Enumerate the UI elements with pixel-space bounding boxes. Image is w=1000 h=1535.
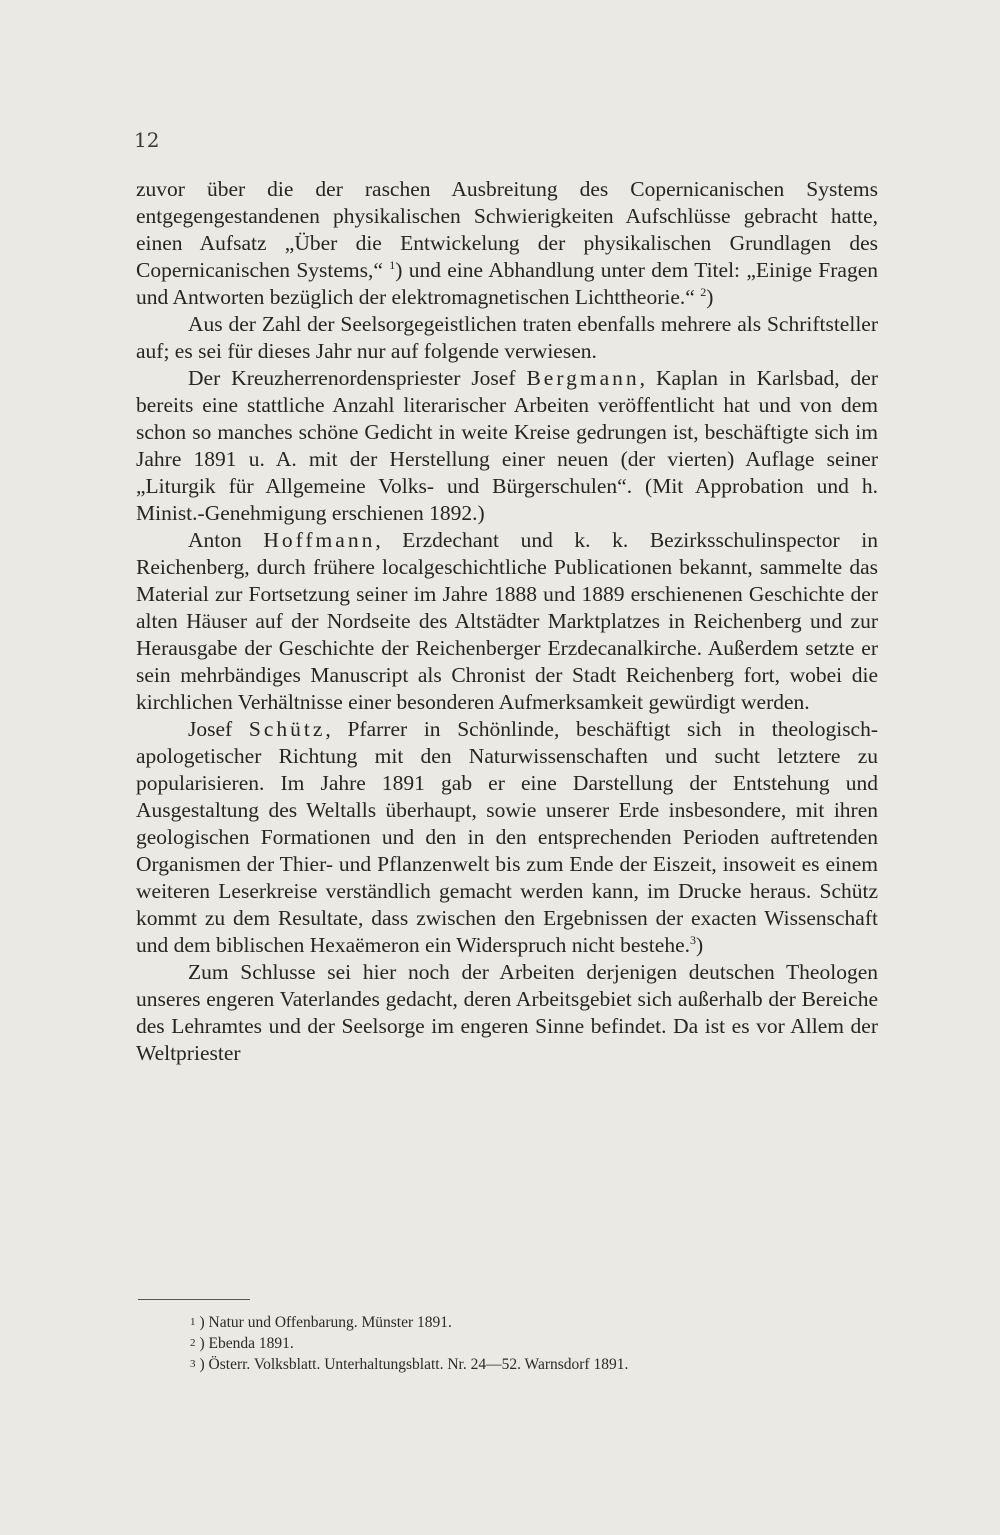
text-run: Der Kreuzherrenordenspriester Josef <box>188 366 527 390</box>
person-name: Schütz <box>248 717 326 741</box>
footnote-text: ) Österr. Volksblatt. Unterhaltungsblatt. Nr. 24—52. Warnsdorf 1891. <box>199 1356 629 1373</box>
footnotes <box>190 1312 876 1375</box>
paragraph <box>136 527 878 716</box>
footnote-reference: 2 <box>700 285 707 299</box>
footnote <box>190 1333 876 1354</box>
text-run: Anton <box>188 528 264 552</box>
paragraph <box>136 176 878 311</box>
footnote-reference: 3 <box>689 933 696 947</box>
text-run: , Kaplan in Karlsbad, der bereits eine stattliche Anzahl literarischer Arbeiten veröffentlicht hat und von dem schon so manches schöne Gedicht in weite Kreise gedrungen ist, beschäftigte sich im Jahre 1891 u. A. mit der Herstellung einer neuen (der vierten) Auflage seiner „Liturgik für Allgemeine Volks- und Bürgerschulen“. (Mit Approbation und h. Minist.-Genehmigung erschienen 1892.) <box>136 366 878 525</box>
footnote-mark: 3 <box>190 1358 196 1370</box>
text-run: , Erzdechant und k. k. Bezirksschulinspector in Reichenberg, durch frühere localgeschichtliche Publicationen bekannt, sammelte das Material zur Fortsetzung seiner im Jahre 1888 und 1889 erschienenen Geschichte der alten Häuser auf der Nordseite des Altstädter Marktplatzes in Reichenberg und zur Herausgabe der Geschichte der Reichenberger Erzdecanalkirche. Außerdem setzte er sein mehrbändiges Manuscript als Chronist der Stadt Reichenberg fort, wobei die kirchlichen Verhältnisse einer besonderen Aufmerksamkeit gewürdigt werden. <box>136 528 879 714</box>
footnote-reference: 1 <box>389 258 396 272</box>
paragraph <box>136 311 878 365</box>
text-run: zuvor über die der raschen Ausbreitung des Copernicanischen Systems entgegengestandenen physikalischen Schwierigkeiten Aufschlüsse gebracht hatte, einen Aufsatz „Über die Entwickelung der physikalischen Grundlagen des Copernicanischen Systems,“ <box>136 177 878 282</box>
footnote-text: ) Ebenda 1891. <box>199 1335 294 1352</box>
body-text <box>136 176 878 1067</box>
footnote-mark: 2 <box>190 1337 196 1349</box>
text-run: ) <box>706 285 714 309</box>
text-run: Aus der Zahl der Seelsorgegeistlichen traten ebenfalls mehrere als Schriftsteller auf; es sei für dieses Jahr nur auf folgende verwiesen. <box>136 312 878 363</box>
person-name: Bergmann <box>526 366 640 390</box>
text-run: ) und eine Abhandlung unter dem Titel: „Einige Fragen und Antworten bezüglich der elektromagnetischen Lichttheorie.“ <box>136 258 878 309</box>
paragraph <box>136 959 878 1067</box>
footnote <box>190 1354 876 1375</box>
text-run: ) <box>695 933 704 957</box>
page-number: 12 <box>134 128 160 152</box>
person-name: Hoffmann <box>263 528 376 552</box>
footnote <box>190 1312 876 1333</box>
paragraph <box>136 365 878 527</box>
text-run: Zum Schlusse sei hier noch der Arbeiten derjenigen deutschen Theologen unseres engeren Vaterlandes gedacht, deren Arbeitsgebiet sich außerhalb der Bereiche des Lehramtes und der Seelsorge im engeren Sinne befindet. Da ist es vor Allem der Weltpriester <box>136 960 878 1065</box>
footnote-divider <box>138 1299 250 1300</box>
paragraph <box>136 716 878 959</box>
text-run: Josef <box>188 717 249 741</box>
footnote-text: ) Natur und Offenbarung. Münster 1891. <box>199 1314 452 1331</box>
footnote-mark: 1 <box>190 1316 196 1328</box>
text-run: , Pfarrer in Schönlinde, beschäftigt sich in theologisch-apologetischer Richtung mit den Naturwissenschaften und sucht letztere zu popularisieren. Im Jahre 1891 gab er eine Darstellung der Entstehung und Ausgestaltung des Weltalls überhaupt, sowie unserer Erde insbesondere, mit ihren geologischen Formationen und den in den entsprechenden Perioden auftretenden Organismen der Thier- und Pflanzenwelt bis zum Ende der Eiszeit, insoweit es einem weiteren Leserkreise verständlich gemacht werden kann, im Drucke heraus. Schütz kommt zu dem Resultate, dass zwischen den Ergebnissen der exacten Wissenschaft und dem biblischen Hexaëmeron ein Widerspruch nicht bestehe. <box>136 717 879 957</box>
